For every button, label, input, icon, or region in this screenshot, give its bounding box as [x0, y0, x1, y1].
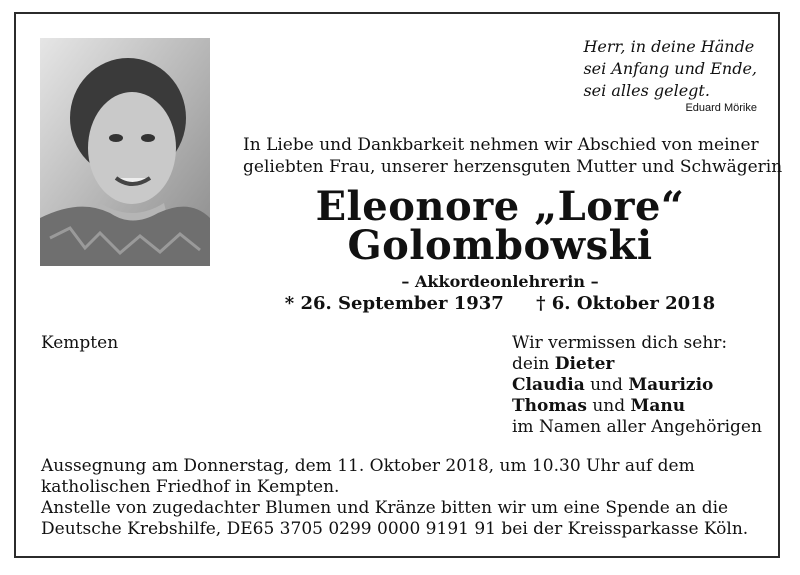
mourner-name: Manu — [630, 396, 686, 416]
poem-quote — [583, 36, 757, 102]
mourner-name: Claudia — [512, 375, 585, 395]
funeral-info: Aussegnung am Donnerstag, dem 11. Oktober 2018, um 10.30 Uhr auf dem katholischen Friedhof in Kempten. — [41, 456, 695, 497]
deceased-profession: – Akkordeonlehrerin – — [401, 272, 599, 291]
mourner-name: Thomas — [512, 396, 587, 416]
mourner-name: Dieter — [554, 354, 615, 374]
intro-line: In Liebe und Dankbarkeit nehmen wir Abschied von meiner — [243, 135, 759, 155]
mourner-line: Claudia und Maurizio — [512, 375, 714, 395]
mourners-list — [512, 333, 762, 438]
portrait-photo — [40, 38, 210, 266]
deceased-first-name: Eleonore „Lore“ — [315, 183, 685, 230]
mourner-name: Maurizio — [628, 375, 714, 395]
mourner-line: Thomas und Manu — [512, 396, 686, 416]
mourners-closing: im Namen aller Angehörigen — [512, 417, 762, 437]
life-dates — [230, 293, 770, 314]
birth-date: * 26. September 1937 — [284, 293, 504, 314]
deceased-last-name: Golombowski — [347, 222, 653, 269]
quote-line: sei Anfang und Ende, — [583, 59, 757, 78]
city: Kempten — [41, 333, 119, 353]
mourner-line: dein Dieter — [512, 354, 615, 374]
intro-line: geliebten Frau, unserer herzensguten Mutter und Schwägerin — [243, 157, 783, 177]
notice-footer — [41, 456, 771, 540]
quote-line: Herr, in deine Hände — [583, 37, 755, 56]
quote-author: Eduard Mörike — [685, 102, 757, 114]
donation-info: Anstelle von zugedachter Blumen und Kränze bitten wir um eine Spende an die Deutsche Krebshilfe, DE65 3705 0299 0000 9191 91 bei der Kreissparkasse Köln. — [41, 498, 749, 539]
quote-line: sei alles gelegt. — [583, 81, 710, 100]
death-date: † 6. Oktober 2018 — [536, 293, 716, 314]
mourners-heading: Wir vermissen dich sehr: — [512, 333, 728, 353]
intro-text — [243, 134, 783, 178]
